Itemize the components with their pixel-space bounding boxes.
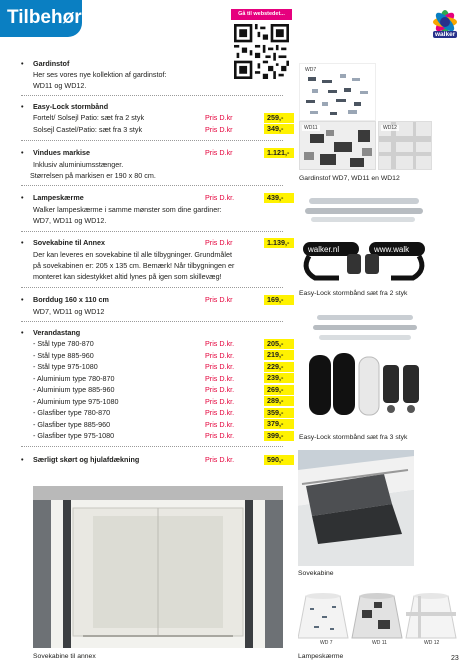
price-row-label: - Aluminium type 975-1080 (33, 396, 119, 406)
strap-logo-text: www.walk (374, 245, 410, 254)
price-row-label: - Stål type 975-1080 (33, 362, 98, 371)
price-value: 269,- (264, 385, 294, 395)
page-number: 23 (451, 655, 459, 662)
product-name: Vindues markise (33, 148, 90, 157)
pris-label: Pris D.kr. (205, 408, 235, 417)
price-value: 229,- (264, 362, 294, 372)
lamp-tag: WD 11 (372, 640, 387, 646)
price-value: 439,- (264, 193, 294, 203)
fabric-wd11-photo (299, 121, 376, 170)
gardinstof-caption: Gardinstof WD7, WD11 en WD12 (299, 175, 400, 182)
product-easy-lock (21, 101, 283, 135)
price-row-label: Fortelt/ Solsejl Patio: sæt fra 2 styk (33, 113, 145, 122)
page-title: Tilbehør (0, 0, 82, 37)
price-row (33, 147, 290, 159)
lampeskaerme-caption: Lampeskærme (298, 653, 344, 660)
logo-wordmark: walker (435, 31, 456, 38)
product-sovekabine (21, 237, 290, 282)
product-description: Her ses vores nye kollektion af gardinstof: (33, 70, 167, 79)
strap-logo-text: walker.nl (308, 245, 340, 254)
price-value: 1.139,- (264, 238, 294, 248)
divider (21, 95, 283, 96)
price-row-label: Solsejl Castel/Patio: sæt fra 3 styk (33, 124, 143, 134)
product-name: Lampeskærme (33, 193, 84, 202)
product-name: Borddug 160 x 110 cm (33, 295, 109, 304)
price-row (33, 419, 283, 431)
product-lampeskaerme (21, 192, 283, 226)
stormband-3-caption: Easy-Lock stormbånd sæt fra 3 styk (299, 434, 408, 441)
strap-image (299, 190, 430, 288)
price-row (33, 192, 283, 204)
product-description: på sovekabinen er: 205 x 135 cm. Bemærk! Når tilbygningen er (33, 260, 235, 270)
price-row-label: - Glasfiber type 885-960 (33, 419, 111, 429)
pris-label: Pris D.kr. (205, 396, 235, 406)
price-value: 1.121,- (264, 148, 294, 158)
bullet-icon: • (21, 238, 24, 247)
price-value: 219,- (264, 350, 294, 360)
product-borddug (21, 294, 283, 317)
stormband-3-photo (299, 305, 430, 429)
pris-label: Pris D.kr (205, 124, 233, 134)
website-link-label[interactable]: Gå til webstedet... (231, 9, 292, 20)
tent-image (33, 486, 283, 648)
pris-label: Pris D.kr. (205, 373, 235, 383)
fabric-tag: WD12 (383, 125, 397, 131)
pris-label: Pris D.kr (205, 295, 233, 304)
pris-label: Pris D.kr. (205, 419, 235, 429)
price-value: 239,- (264, 373, 294, 383)
product-name: Easy-Lock stormbånd (33, 102, 109, 111)
lampeskaerme-photo (298, 586, 458, 648)
bullet-icon: • (21, 148, 24, 157)
price-row-label: - Aluminium type 885-960 (33, 385, 115, 394)
product-description: WD11 og WD12. (33, 81, 87, 90)
product-name: Verandastang (33, 328, 81, 337)
price-value: 590,- (264, 455, 294, 465)
price-row (33, 396, 283, 408)
product-name: Særligt skørt og hjulafdækning (33, 455, 140, 464)
price-row-label: - Stål type 885-960 (33, 350, 94, 360)
pris-label: Pris D.kr. (205, 193, 235, 202)
price-row (33, 430, 283, 442)
stormband-2-caption: Easy-Lock stormbånd sæt fra 2 styk (299, 290, 408, 297)
stormband-2-photo (299, 190, 430, 288)
price-row (33, 361, 283, 373)
divider (21, 287, 283, 288)
divider (21, 140, 283, 141)
price-row-label: - Glasfiber type 975-1080 (33, 431, 115, 440)
lamp-tag: WD 7 (320, 640, 333, 646)
bullet-icon: • (21, 102, 24, 111)
pris-label: Pris D.kr. (205, 431, 235, 440)
fabric-tag: WD11 (304, 125, 318, 131)
pris-label: Pris D.kr. (205, 455, 235, 464)
price-row-label: - Stål type 780-870 (33, 339, 94, 348)
product-description: Der kan leveres en sovekabine til alle tilbygninger. Grundmålet (33, 249, 232, 259)
product-description: WD7, WD11 og WD12. (33, 215, 107, 225)
bullet-icon: • (21, 295, 24, 304)
product-description: Inklusiv aluminiumsstænger. (33, 159, 124, 169)
fabric-tag: WD7 (305, 67, 317, 73)
price-value: 349,- (264, 124, 294, 134)
price-value: 379,- (264, 419, 294, 429)
price-row-label: - Aluminium type 780-870 (33, 373, 115, 383)
divider (21, 446, 283, 447)
pris-label: Pris D.kr. (205, 339, 235, 348)
product-vindues-markise (21, 147, 290, 181)
price-row (33, 350, 283, 362)
pris-label: Pris D.kr. (205, 385, 235, 394)
sovekabine-annex-caption: Sovekabine til annex (33, 653, 96, 660)
product-description: Walker lampeskærme i samme mønster som dine gardiner: (33, 204, 222, 214)
product-description: WD7, WD11 og WD12 (33, 306, 105, 316)
pris-label: Pris D.kr (205, 148, 233, 157)
price-row (33, 373, 283, 385)
price-row (33, 112, 283, 124)
sovekabine-annex-photo (33, 486, 283, 648)
price-value: 259,- (264, 113, 294, 123)
price-row (33, 124, 283, 136)
price-row (33, 237, 290, 249)
lamp-tag: WD 12 (424, 640, 440, 646)
price-value: 399,- (264, 431, 294, 441)
bullet-icon: • (21, 193, 24, 202)
strap-image (299, 305, 430, 429)
price-value: 205,- (264, 339, 294, 349)
price-value: 359,- (264, 408, 294, 418)
sovekabine-photo (298, 450, 414, 566)
product-name: Gardinstof (33, 59, 70, 68)
product-description: monteret kan sidestykket altid lynes på igen som skillevæg! (33, 271, 222, 281)
price-value: 169,- (264, 295, 294, 305)
pris-label: Pris D.kr (205, 238, 233, 247)
product-skort (21, 454, 283, 466)
fabric-wd7-photo (299, 63, 376, 121)
price-value: 289,- (264, 396, 294, 406)
price-row (33, 407, 283, 419)
price-row-label: - Glasfiber type 780-870 (33, 408, 111, 417)
pris-label: Pris D.kr (205, 113, 233, 122)
bullet-icon: • (21, 455, 24, 464)
price-row (33, 454, 283, 466)
divider (21, 231, 283, 232)
sovekabine-caption: Sovekabine (298, 570, 334, 577)
pris-label: Pris D.kr. (205, 362, 235, 371)
lampshades-image (298, 586, 458, 648)
divider (21, 185, 283, 186)
product-description: Størrelsen på markisen er 190 x 80 cm. (30, 170, 156, 180)
divider (21, 321, 283, 322)
bullet-icon: • (21, 59, 24, 68)
product-gardinstof (21, 58, 283, 91)
price-row (33, 338, 283, 350)
caravan-image (298, 450, 414, 566)
bullet-icon: • (21, 328, 24, 337)
product-name: Sovekabine til Annex (33, 238, 106, 247)
fabric-wd12-photo (378, 121, 432, 170)
price-row (33, 294, 283, 306)
price-row (33, 384, 283, 396)
product-verandastang (21, 327, 283, 442)
pris-label: Pris D.kr. (205, 350, 235, 360)
